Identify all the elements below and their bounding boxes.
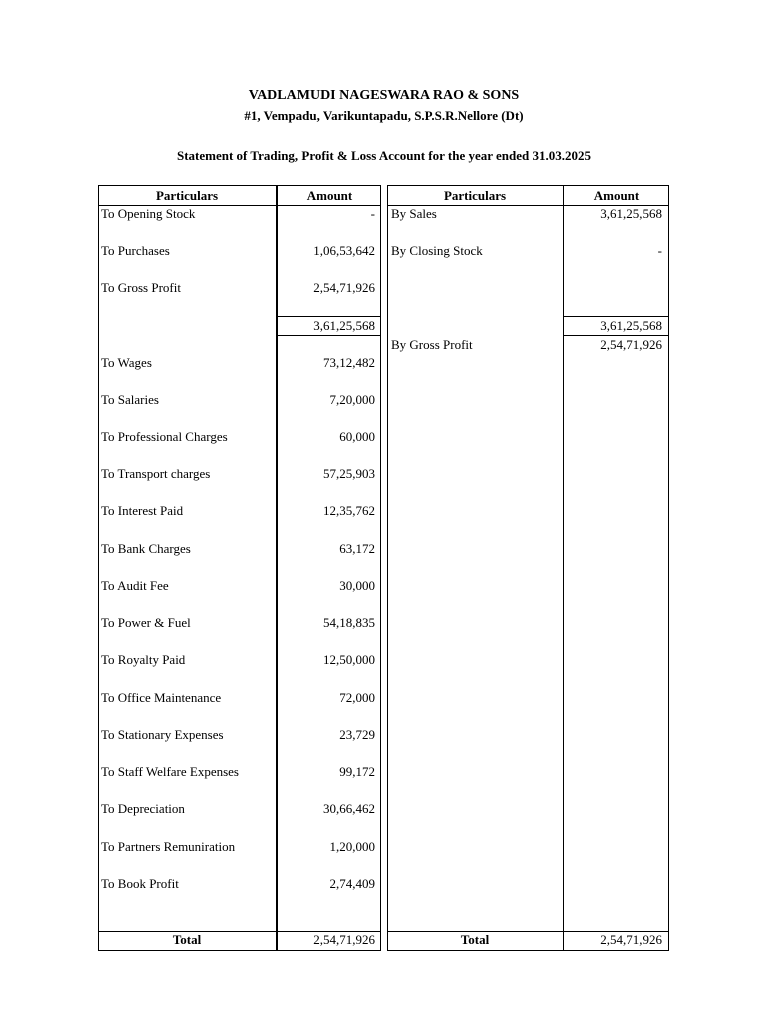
- firm-address: #1, Vempadu, Varikuntapadu, S.P.S.R.Nellore (Dt): [244, 108, 524, 123]
- left-amount-header: Amount: [306, 188, 353, 203]
- trading-total-left: 3,61,25,568: [313, 318, 375, 333]
- pl-debit-label: To Stationary Expenses: [101, 727, 224, 742]
- pl-debit-label: To Depreciation: [101, 801, 185, 816]
- pl-debit-amount: 30,000: [339, 578, 375, 593]
- pl-debit-label: To Staff Welfare Expenses: [101, 764, 239, 779]
- pl-debit-label: To Power & Fuel: [101, 615, 191, 630]
- trading-debit-amount: -: [370, 206, 375, 221]
- pl-debit-label: To Partners Remuniration: [101, 839, 236, 854]
- trading-credit-amount: 3,61,25,568: [600, 206, 662, 221]
- right-trading-total-top-line: [563, 316, 669, 317]
- pl-debit-amount: 7,20,000: [329, 392, 375, 407]
- pl-debit-amount: 73,12,482: [323, 355, 375, 370]
- pl-debit-amount: 60,000: [339, 429, 375, 444]
- pl-debit-label: To Interest Paid: [101, 503, 184, 518]
- trading-debit-label: To Gross Profit: [101, 280, 181, 295]
- pl-debit-amount: 54,18,835: [323, 615, 375, 630]
- pl-debit-amount: 1,20,000: [329, 839, 375, 854]
- pl-debit-label: To Salaries: [101, 392, 159, 407]
- statement-title: Statement of Trading, Profit & Loss Account for the year ended 31.03.2025: [176, 148, 592, 163]
- right-particulars-header: Particulars: [443, 188, 507, 203]
- pl-debit-amount: 57,25,903: [323, 466, 375, 481]
- pl-debit-label: To Bank Charges: [101, 541, 191, 556]
- left-particulars-header: Particulars: [155, 188, 219, 203]
- trading-credit-label: By Sales: [391, 206, 437, 221]
- left-trading-total-top-line: [276, 316, 381, 317]
- pl-debit-amount: 99,172: [339, 764, 375, 779]
- left-trading-total-bottom-line: [276, 335, 381, 336]
- firm-name: VADLAMUDI NAGESWARA RAO & SONS: [248, 88, 520, 103]
- pl-debit-label: To Book Profit: [101, 876, 179, 891]
- pl-debit-label: To Wages: [101, 355, 152, 370]
- right-amount-header: Amount: [593, 188, 640, 203]
- right-total-label: Total: [460, 932, 490, 947]
- pl-debit-amount: 2,74,409: [329, 876, 375, 891]
- trading-credit-label: By Closing Stock: [391, 243, 483, 258]
- right-total-amount: 2,54,71,926: [600, 932, 662, 947]
- trading-total-right: 3,61,25,568: [600, 318, 662, 333]
- pl-debit-label: To Professional Charges: [101, 429, 228, 444]
- pl-debit-amount: 72,000: [339, 690, 375, 705]
- trading-debit-label: To Purchases: [101, 243, 170, 258]
- trading-debit-amount: 1,06,53,642: [313, 243, 375, 258]
- pl-debit-label: To Transport charges: [101, 466, 211, 481]
- trading-debit-label: To Opening Stock: [101, 206, 196, 221]
- pl-credit-label: By Gross Profit: [391, 337, 473, 352]
- pl-debit-amount: 12,35,762: [323, 503, 375, 518]
- pl-debit-amount: 12,50,000: [323, 652, 375, 667]
- pl-debit-label: To Audit Fee: [101, 578, 169, 593]
- pl-debit-amount: 23,729: [339, 727, 375, 742]
- left-total-amount: 2,54,71,926: [313, 932, 375, 947]
- left-table-frame: [98, 185, 381, 951]
- pl-credit-amount: 2,54,71,926: [600, 337, 662, 352]
- right-amount-divider: [563, 185, 564, 951]
- pl-debit-amount: 30,66,462: [323, 801, 375, 816]
- trading-credit-amount: -: [657, 243, 662, 258]
- trading-debit-amount: 2,54,71,926: [313, 280, 375, 295]
- pl-debit-amount: 63,172: [339, 541, 375, 556]
- right-table-frame: [387, 185, 669, 951]
- right-trading-total-bottom-line: [563, 335, 669, 336]
- left-amount-divider: [276, 185, 278, 951]
- left-total-label: Total: [172, 932, 202, 947]
- pl-debit-label: To Royalty Paid: [101, 652, 186, 667]
- pl-debit-label: To Office Maintenance: [101, 690, 222, 705]
